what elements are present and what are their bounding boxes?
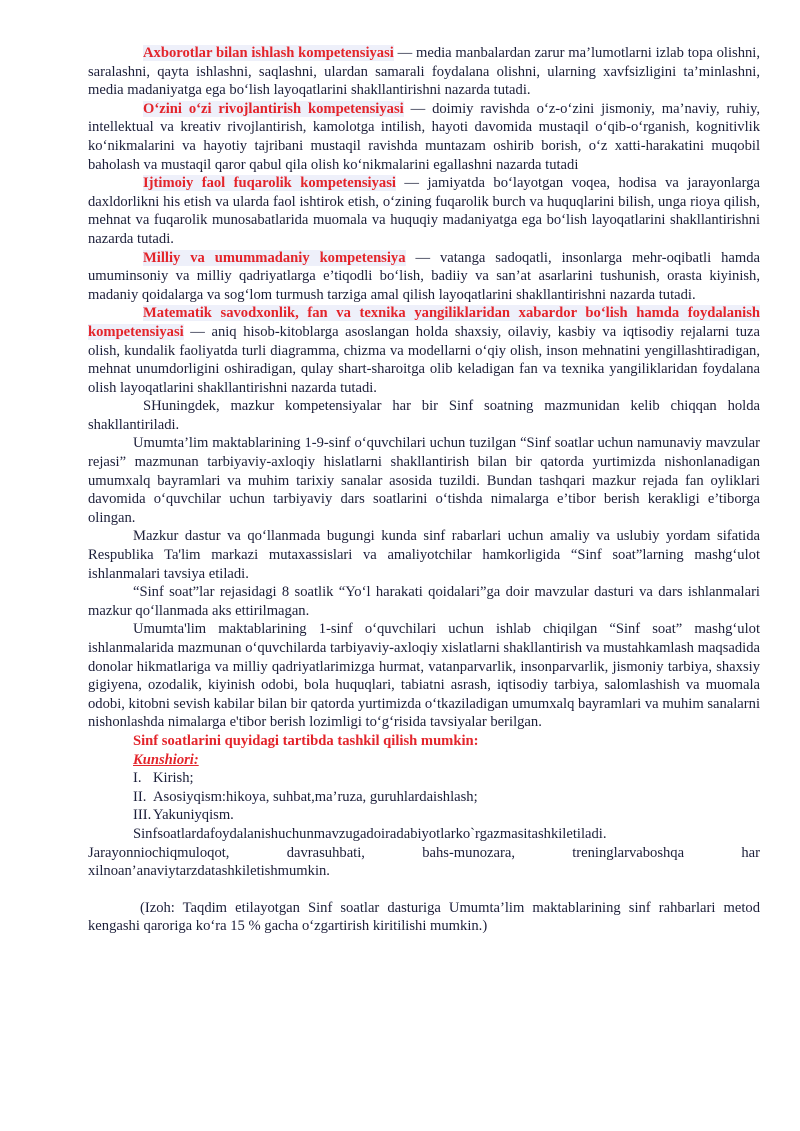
- paragraph-text: — doimiy ravishda o‘z-o‘zini jismoniy, ma’naviy, ruhiy, intellektual va kreativ rivojlantirish, kamolotga intilish, hayoti davomida mustaqil o‘qib-o‘rganish, kognitivlik ko‘nikmalarini va hayotiy tajribani mustaqil ravishda muntazam oshirib borish, o‘z xatti-harakatini muqobil baholash va mustaqil qaror qabul qila olish ko‘nikmalarini egallashni nazarda tutadi: [88, 100, 760, 173]
- section-subheading: Kunshiori:: [133, 751, 199, 768]
- list-item: III. Yakuniyqism.: [133, 807, 234, 824]
- paragraph-info-competence: [88, 44, 760, 100]
- note-paragraph: (Izoh: Taqdim etilayotgan Sinf soatlar dasturiga Umumta’lim maktablarining sinf rahbarlari metod kengashi qaroriga ko‘ra 15 % gacha o‘zgartirish kiritilishi mumkin.): [88, 899, 760, 935]
- paragraph-text: — aniq hisob-kitoblarga asoslangan holda shaxsiy, oilaviy, kasbiy va iqtisodiy rejalarni tuza olish, kundalik faoliyatda turli diagramma, chizma va modellarni o‘qiy olish, inson mehnatini yengillashtiradigan, mehnat unumdorligini oshiradigan, qulay shart-sharoitga olib keladigan fan va texnika yangiliklaridan foydalana olish layoqatlarini shakllantirishni nazarda tutadi.: [88, 323, 760, 396]
- paragraph-text: — vatanga sadoqatli, insonlarga mehr-oqibatli hamda umuminsoniy va milliy qadriyatlarga e’tiqodli bo‘lish, badiiy va san’at asarlarini tushunish, orasta kiyinish, madaniy qoidalarga va sog‘lom turmush tarziga amal qilish layoqatlarini shakllantirishni nazarda tutadi.: [88, 249, 760, 303]
- term-self-development: O‘zini o‘zi rivojlantirish kompetensiyasi: [143, 100, 404, 117]
- paragraph-first-grade: Umumta'lim maktablarining 1-sinf o‘quvchilari uchun ishlab chiqilgan “Sinf soat” mashg‘ulot ishlanmalarida mazmunan o‘quvchilarda tarbiyaviy-axloqiy xislatlarni shakllantirish va mustahkamlash maqsadida donolar hikmatlariga va milliy qadriyatlarimizga hurmat, vatanparvarlik, insonparvarlik, jismoniy tarbiya, shaxsiy gigiyena, ozodalik, kiyinish odobi, bola huquqlari, tabiatni asrash, iqtisodiy tarbiya, salomlashish va muomala odobi, kitobni sevish kabilar bilan bir qatorda yurtimizda o‘tkaziladigan umumxalq bayramlari va muhim sanalarni nishonlashda nimalarga e'tibor berish lozimligi to‘g‘risida tavsiyalar berilgan.: [88, 621, 760, 731]
- list-item: I. Kirish;: [133, 770, 194, 787]
- term-cultural-competence: Milliy va umummadaniy kompetensiya: [143, 249, 406, 266]
- paragraph-cultural-competence: [88, 249, 760, 305]
- term-civic-competence: Ijtimoiy faol fuqarolik kompetensiyasi: [143, 175, 396, 192]
- spacer: [88, 881, 760, 899]
- paragraph-math-competence: [88, 304, 760, 397]
- paragraph-guide: Mazkur dastur va qo‘llanmada bugungi kunda sinf rabarlari uchun amaliy va uslubiy yordam sifatida Respublika Ta'lim markazi mutaxassislari va amaliyotchilar hamkorligida “Sinf soat”larning mashg‘ulot ishlanmalari tavsiya etiladi.: [88, 528, 760, 582]
- paragraph-traffic-rules: “Sinf soat”lar rejasidagi 8 soatlik “Yo‘l harakati qoidalari”ga doir mavzular dasturi va dars ishlanmalari mazkur qo‘llanmada aks ettirilmagan.: [88, 584, 760, 619]
- paragraph-text: — media manbalardan zarur ma’lumotlarni izlab topa olishni, saralashni, qayta ishlashni, saqlashni, ulardan samarali foydalana olishni, ularning xavfsizligini ta’minlashni, media madaniyatga ega bo‘lish layoqatlarini shakllantirishni nazarda tutadi.: [88, 45, 760, 99]
- paragraph-methods-line: Jarayonniochiqmuloqot, davrasuhbati, bahs-munozara, treninglarvaboshqa har: [88, 844, 760, 861]
- paragraph-self-development: [88, 100, 760, 174]
- term-info-competence: Axborotlar bilan ishlash kompetensiyasi: [143, 45, 394, 61]
- term-math-competence: Matematik savodxonlik, fan va texnika yangiliklaridan xabardor bo‘lish hamda foydalanish kompetensiyasi: [88, 305, 760, 340]
- paragraph-also: SHuningdek, mazkur kompetensiyalar har bir Sinf soatning mazmunidan kelib chiqqan holda shakllantiriladi.: [88, 398, 760, 433]
- structure-list: [88, 769, 760, 825]
- section-heading: Sinf soatlarini quyidagi tartibda tashkil qilish mumkin:: [133, 732, 479, 749]
- paragraph-text: — jamiyatda bo‘layotgan voqea, hodisa va jarayonlarga daxldorlikni his etish va ularda faol ishtirok etish, o‘zining fuqarolik burch va huquqlarini bilish, unga rioya qilish, mehnat va fuqarolik munosabatlarida muomala va huquqiy madaniyatga ega bo‘lish layoqatlarini shakllantirishni nazarda tutadi.: [88, 175, 760, 247]
- paragraph-methods-rest: xilnoan’anaviytarzdatashkiletishmumkin.: [88, 863, 330, 880]
- paragraph-literature: Sinfsoatlardafoydalanishuchunmavzugadoiradabiyotlarko`rgazmasitashkiletiladi.: [133, 825, 607, 842]
- paragraph-plan: Umumta’lim maktablarining 1-9-sinf o‘quvchilari uchun tuzilgan “Sinf soatlar uchun namunaviy mavzular rejasi” mazmunan tarbiyaviy-axloqiy hislatlarni shakllantirish bilan bir qatorda yurtimizda nishonlanadigan umumxalq bayramlari va muhim tarixiy sanalar asosida tuzildi. Bundan tashqari mazkur rejada fan oyliklari davomida o‘quvchilar uchun tarbiyaviy dars soatlarini o‘tishda nimalarga e’tibor berish kerakligi e’tiborga olingan.: [88, 435, 760, 526]
- paragraph-civic-competence: [88, 174, 760, 248]
- list-item: II. Asosiyqism:hikoya, suhbat,ma’ruza, guruhlardaishlash;: [133, 788, 478, 805]
